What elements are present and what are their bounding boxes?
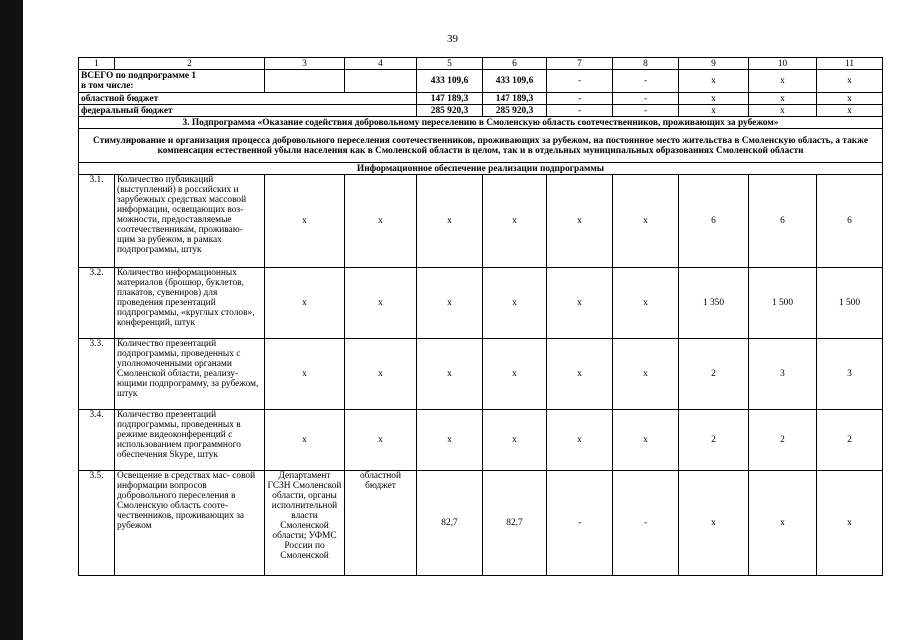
total-row: ВСЕГО по подпрограмме 1 в том числе: 433 109,6 433 109,6 - - x x x — [79, 70, 883, 93]
row-number: 3.5. — [79, 471, 115, 576]
table-row: 3.4. Количество презентаций подпрограммы, проведенных в режиме видеоконференций с использованием программного обеспечения Skype, штук x x x x x x 2 2 2 — [79, 410, 883, 471]
subsection-title: Информационное обеспечение реализации подпрограммы — [79, 163, 883, 175]
col-number: 9 — [679, 58, 749, 70]
scan-left-edge — [0, 0, 23, 640]
row-name: Количество презентаций подпрограммы, проведенных в режиме видеоконференций с использованием программного обеспечения Skype, штук — [115, 410, 265, 471]
row-number: 3.2. — [79, 268, 115, 339]
row-name: Количество информационных материалов (брошюр, буклетов, плакатов, сувениров) для проведения презентаций подпрограммы, «круглых столов», конференций, штук — [115, 268, 265, 339]
col-number: 3 — [265, 58, 345, 70]
federal-budget-label: федеральный бюджет — [79, 105, 417, 117]
col-number: 10 — [749, 58, 817, 70]
regional-budget-row: областной бюджет 147 189,3 147 189,3 - - x x x — [79, 93, 883, 105]
regional-budget-label: областной бюджет — [79, 93, 417, 105]
section-title-row — [79, 117, 883, 129]
section-title: 3. Подпрограмма «Оказание содействия добровольному переселению в Смоленскую область соотечественников, проживающих за рубежом» — [79, 117, 883, 129]
responsible-executor: Департамент ГСЗН Смоленской области, органы исполнительной власти Смоленской области; УФМС России по Смоленской — [265, 471, 345, 576]
col-number: 2 — [115, 58, 265, 70]
table-row: 3.3. Количество презентаций подпрограммы, проведенных с уполномоченными органами Смоленской области, реализу- ющими подпрограмму, за рубежом, штук x x x x x x 2 3 3 — [79, 339, 883, 410]
col-number: 4 — [345, 58, 417, 70]
row-number: 3.4. — [79, 410, 115, 471]
row-number: 3.3. — [79, 339, 115, 410]
row-name: Освещение в средствах мас- совой информации вопросов добровольного переселения в Смоленскую область сооте- чественников, проживающих за рубежом — [115, 471, 265, 576]
col-number: 11 — [817, 58, 883, 70]
total-c6: 433 109,6 — [483, 70, 547, 93]
table-row: 3.2. Количество информационных материалов (брошюр, буклетов, плакатов, сувениров) для проведения презентаций подпрограммы, «круглых столов», конференций, штук x x x x x x 1 350 1 500 1 500 — [79, 268, 883, 339]
total-label: ВСЕГО по подпрограмме 1 в том числе: — [79, 70, 265, 93]
page-number: 39 — [447, 33, 458, 45]
federal-budget-row: федеральный бюджет 285 920,3 285 920,3 - - x x x — [79, 105, 883, 117]
col-number: 1 — [79, 58, 115, 70]
subsection-row — [79, 163, 883, 175]
col-number: 7 — [547, 58, 613, 70]
col-number: 6 — [483, 58, 547, 70]
total-c5: 433 109,6 — [417, 70, 483, 93]
table-row: 3.1. Количество публикаций (выступлений) в российских и зарубежных средствах массовой информации, освещающих воз- можности, предоставляемые соотечественникам, проживаю- щим за рубежом, в рамках подпрограммы, штук x x x x x x 6 6 6 — [79, 175, 883, 268]
funding-source: областной бюджет — [345, 471, 417, 576]
table-row: 3.5. Освещение в средствах мас- совой информации вопросов добровольного переселения в Смоленскую область сооте- чественников, проживающих за рубежом Департамент ГСЗН Смоленской области, органы исполнительной власти Смоленской области; УФМС России по Смоленской областной бюджет 82,7 82,7 - - x x x — [79, 471, 883, 576]
col-number: 5 — [417, 58, 483, 70]
row-number: 3.1. — [79, 175, 115, 268]
goal-row — [79, 129, 883, 163]
col-number: 8 — [613, 58, 679, 70]
program-table — [78, 57, 883, 576]
row-name: Количество публикаций (выступлений) в российских и зарубежных средствах массовой информации, освещающих воз- можности, предоставляемые соотечественникам, проживаю- щим за рубежом, в рамках подпрограммы, штук — [115, 175, 265, 268]
row-name: Количество презентаций подпрограммы, проведенных с уполномоченными органами Смоленской области, реализу- ющими подпрограмму, за рубежом, штук — [115, 339, 265, 410]
column-numbers-row — [79, 58, 883, 70]
goal-text: Стимулирование и организация процесса добровольного переселения соотечественников, проживающих за рубежом, на постоянное место жительства в Смоленскую область, а также компенсация естественной убыли населения как в Смоленской области в целом, так и в отдельных муниципальных образованиях Смоленской области — [79, 129, 883, 163]
